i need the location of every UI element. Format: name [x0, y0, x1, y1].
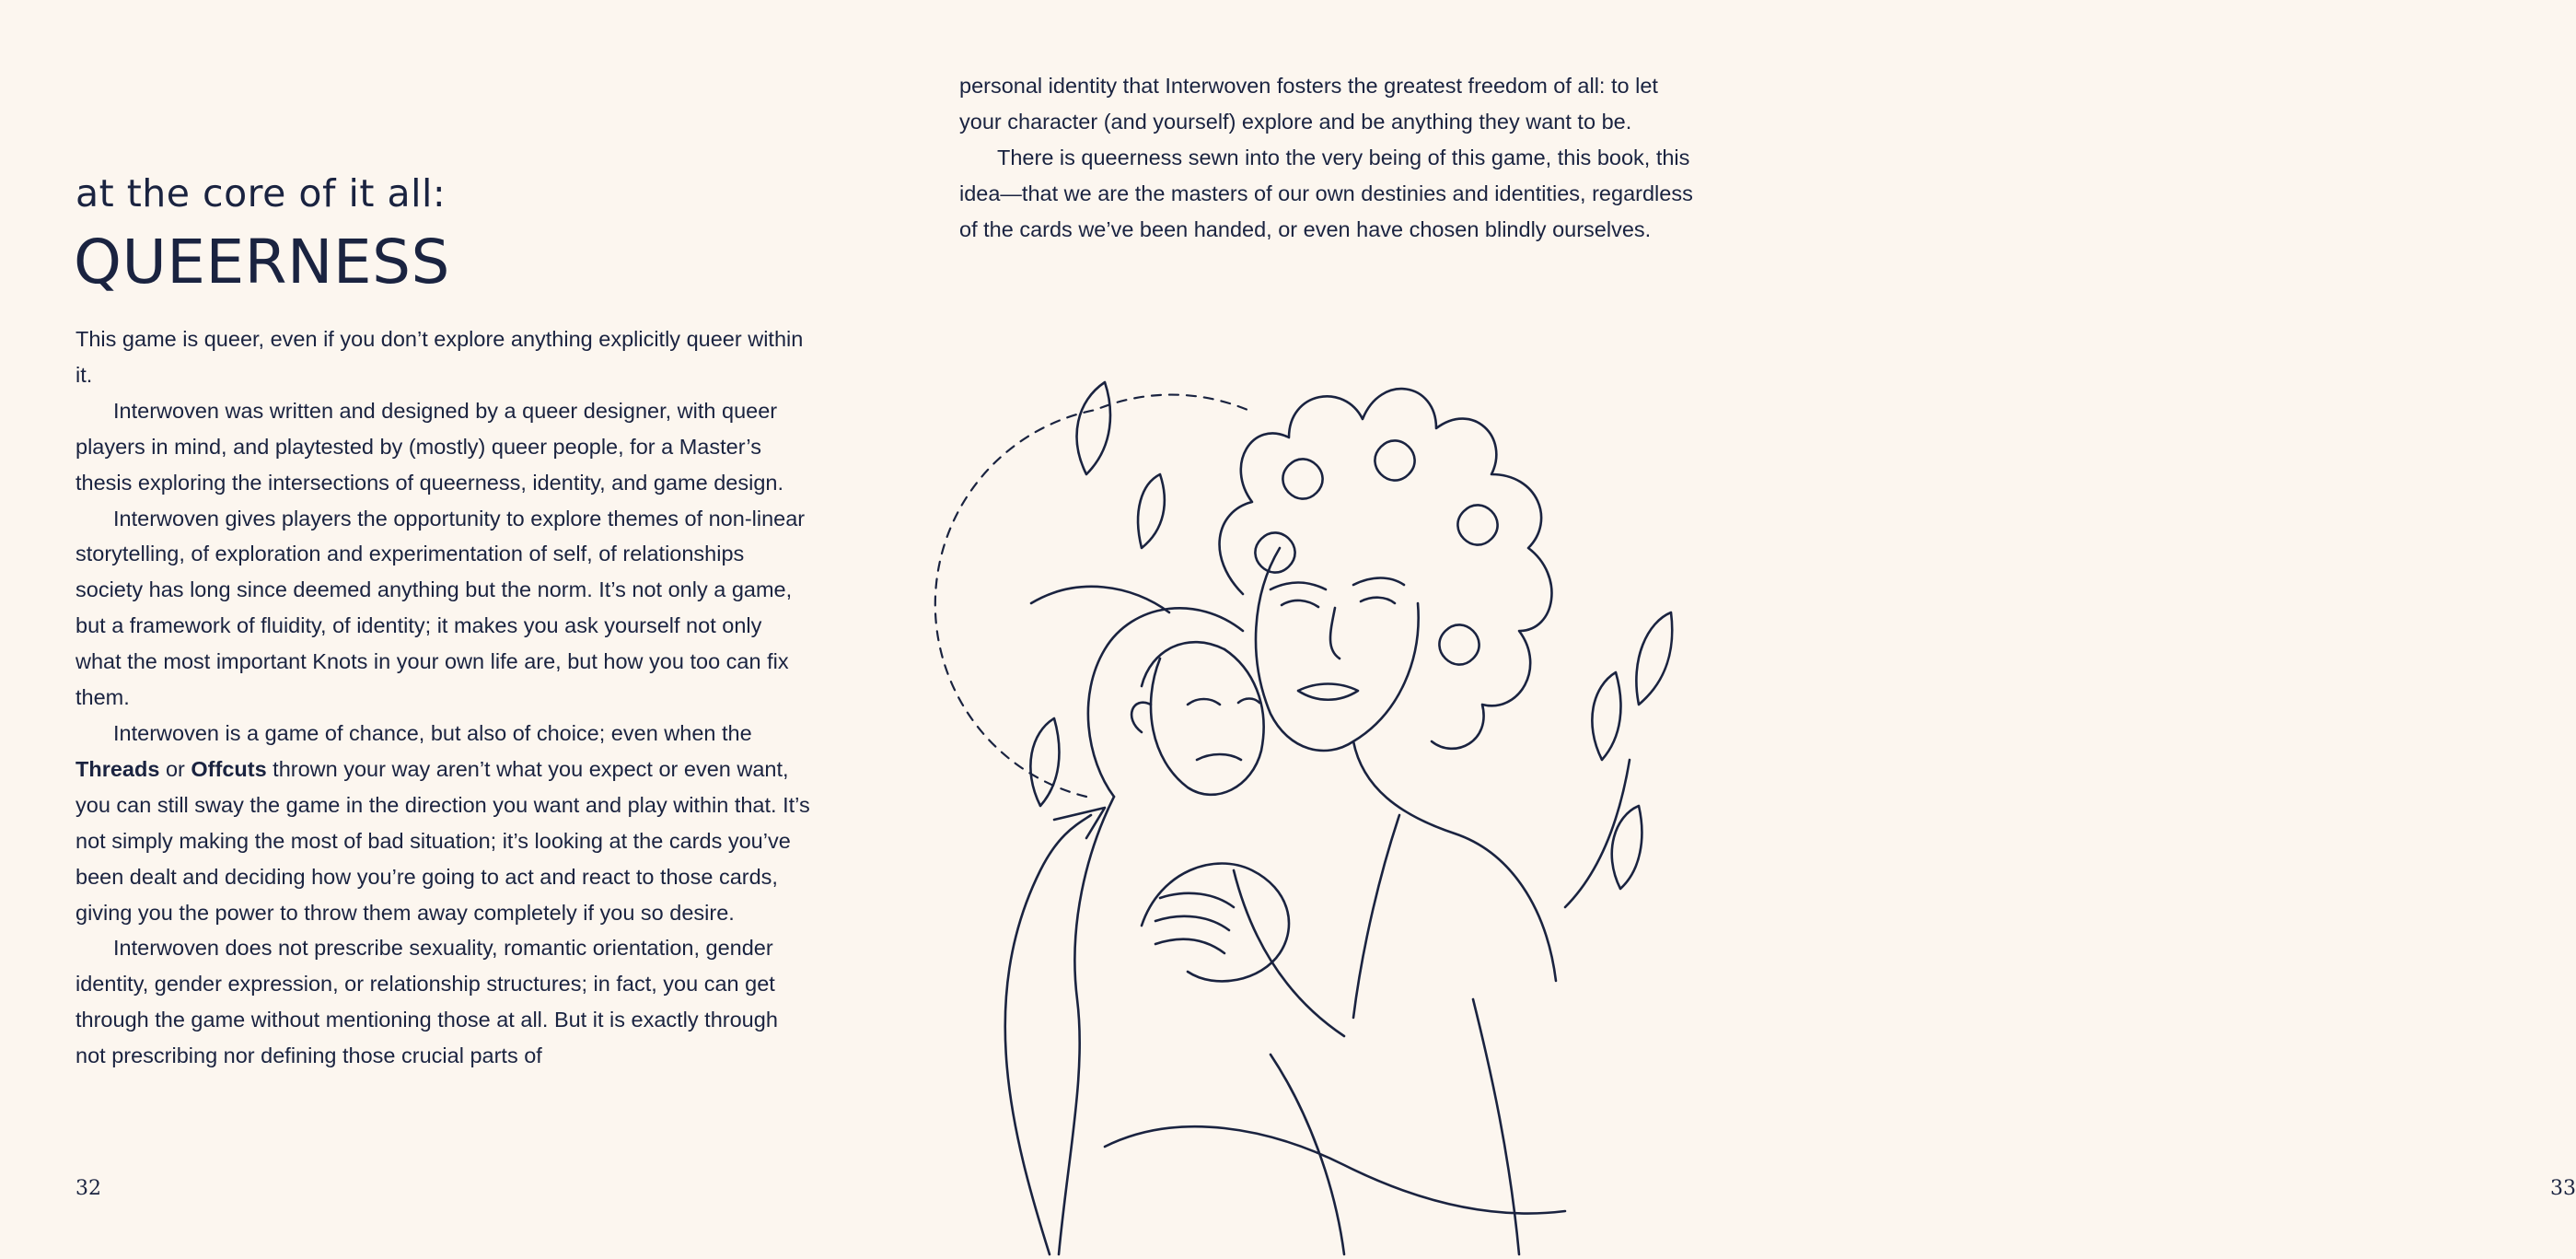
small-figure-face — [1151, 649, 1264, 795]
page-number-right: 33 — [2550, 1177, 2576, 1200]
leaf-2 — [1138, 474, 1165, 548]
left-page — [0, 0, 884, 1254]
paragraph-1: This game is queer, even if you don’t explore anything explicitly queer within it. — [75, 327, 804, 387]
small-figure-ear — [1131, 703, 1151, 732]
leaf-5 — [1636, 612, 1672, 705]
tall-figure-nose — [1330, 608, 1340, 659]
curl-1 — [1282, 459, 1322, 498]
tall-figure-eye — [1282, 598, 1395, 607]
tall-figure-body — [1353, 741, 1556, 1018]
curl-4 — [1439, 624, 1479, 664]
threads-term: Threads — [75, 756, 160, 781]
right-body-text — [959, 68, 1696, 248]
tall-figure-brow — [1271, 578, 1404, 590]
paragraph-3: Interwoven gives players the opportunity to explore themes of non-linear storytelling, of exploration and experimentation of self, of relationships society has long since deemed anything but the norm. It’s not only a game, but a framework of fluidity, of identity; it makes you ask yourself not only what the most important Knots in your own life are, but how you too can fix them. — [75, 506, 806, 710]
line-art-illustration — [921, 355, 1731, 1254]
tall-figure-mouth — [1298, 684, 1358, 700]
hand-fingers — [1155, 893, 1234, 953]
left-body-text — [75, 321, 812, 1074]
section-title: QUEERNESS — [74, 227, 450, 297]
small-figure-mouth — [1197, 754, 1241, 760]
paragraph-7: There is queerness sewn into the very being of this game, this book, this idea—that we are the masters of our own destinies and identities, regardless of the cards we’ve been handed, or even have chosen blindly ourselves. — [959, 145, 1693, 241]
arrow-line — [1005, 815, 1091, 1254]
curl-5 — [1255, 532, 1294, 572]
two-figures-embrace-illustration — [921, 355, 1731, 1254]
body-outline-bottom — [1271, 999, 1519, 1254]
dashed-halo-circle — [935, 395, 1247, 797]
page-number-left: 32 — [75, 1177, 101, 1200]
tall-figure-face — [1256, 548, 1419, 751]
paragraph-6: personal identity that Interwoven fosters the greatest freedom of all: to let your character (and yourself) explore and be anything they want to be. — [959, 74, 1658, 134]
small-figure-hair — [1088, 608, 1243, 797]
paragraph-4 — [75, 716, 812, 930]
leaf-1 — [1077, 382, 1110, 474]
section-subtitle: at the core of it all: — [75, 171, 447, 216]
paragraph-4-part-1: Interwoven is a game of chance, but also of choice; even when the — [113, 720, 752, 745]
leaf-4 — [1592, 672, 1620, 760]
paragraph-2: Interwoven was written and designed by a queer designer, with queer players in mind, and playtested by (mostly) queer people, for a Master’s thesis exploring the intersections of queerness, identity, and game design. — [75, 398, 783, 495]
offcuts-term: Offcuts — [191, 756, 267, 781]
curl-3 — [1457, 505, 1497, 544]
curl-2 — [1375, 440, 1414, 480]
paragraph-4-part-3: thrown your way aren’t what you expect or even want, you can still sway the game in the direction you want and play within that. It’s not simply making the most of bad situation; it’s looking at the cards you’ve been dealt and deciding how you’re going to act and react to those cards, giving you the power to throw them away completely if you so desire. — [75, 756, 810, 925]
paragraph-5: Interwoven does not prescribe sexuality, romantic orientation, gender identity, gender expression, or relationship structures; in fact, you can get through the game without mentioning those at all. But it is exactly through not prescribing nor defining those crucial parts of — [75, 936, 778, 1068]
paragraph-4-part-2: or — [159, 756, 191, 781]
small-figure-eye — [1188, 699, 1259, 705]
leaf-3 — [1030, 718, 1059, 806]
